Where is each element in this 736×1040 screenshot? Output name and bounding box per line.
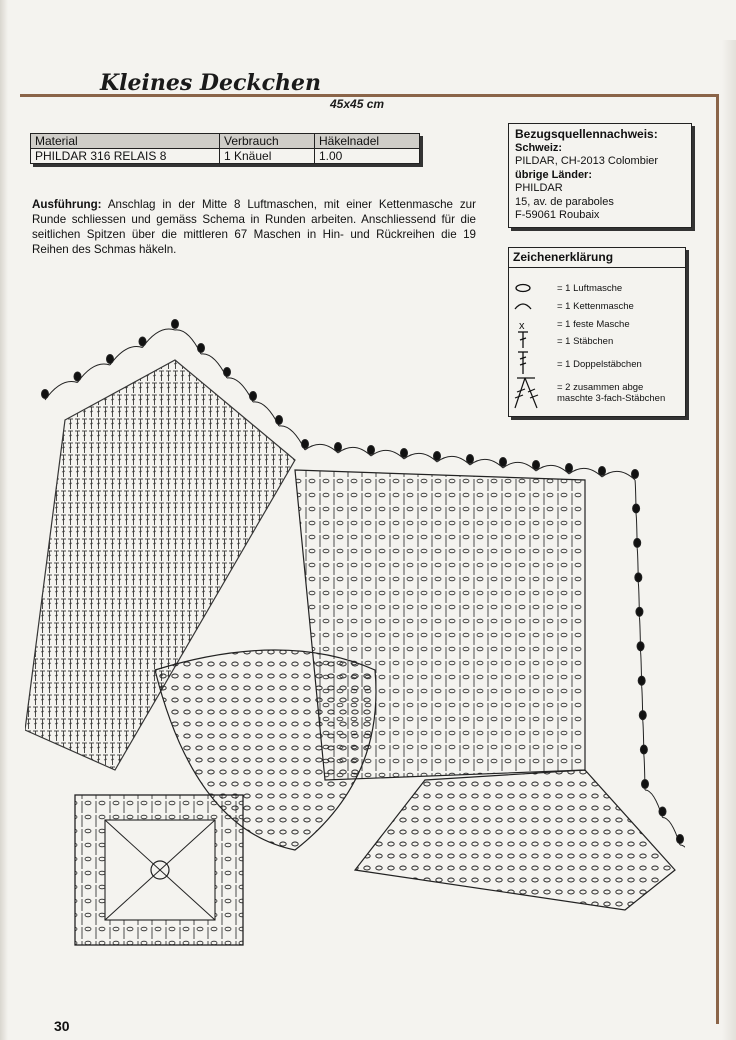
sources-other-label: übrige Länder: (515, 168, 593, 181)
materials-row (31, 149, 420, 164)
sources-box (508, 123, 692, 228)
picot-dot (639, 711, 646, 720)
picot-dot (638, 676, 645, 685)
picot-dot (302, 440, 309, 449)
scallop-arc (175, 330, 201, 354)
instructions-label: Ausführung: (32, 198, 102, 211)
picot-dot (434, 452, 441, 461)
picot-dot (250, 392, 257, 401)
scallop-arc (437, 456, 470, 465)
slip-stitch-arc-icon (515, 304, 531, 309)
scan-shadow-left (0, 0, 8, 1040)
picot-dot (198, 344, 205, 353)
scallop-arc (680, 845, 685, 873)
legend-item: = 2 zusammen abge maschte 3-fach-Stäbchen (557, 382, 666, 404)
picot-dot (335, 443, 342, 452)
legend-item: = 1 Luftmasche (557, 283, 623, 294)
picot-dot (74, 372, 81, 381)
scallop-arc (338, 447, 371, 456)
header-material: Material (31, 134, 220, 149)
picot-dot (599, 467, 606, 476)
materials-table (30, 133, 420, 164)
sources-switzerland-label: Schweiz: (515, 141, 563, 154)
scallop-arc (227, 378, 253, 402)
legend-item: = 1 Stäbchen (557, 336, 614, 347)
header-hook: Häkelnadel (315, 134, 420, 149)
header-consumption: Verbrauch (220, 134, 315, 149)
sources-switzerland-text: PILDAR, CH-2013 Colombier (515, 155, 659, 167)
picot-dot (500, 458, 507, 467)
crochet-chart-diagram (25, 310, 685, 970)
picot-dot (533, 461, 540, 470)
scallop-arc (536, 465, 569, 474)
size-label: 45x45 cm (330, 97, 385, 111)
picot-dot (42, 390, 49, 399)
picot-dot (634, 538, 641, 547)
picot-dot (636, 607, 643, 616)
sources-other-line: 15, av. de paraboles (515, 195, 614, 208)
picot-dot (368, 446, 375, 455)
chart-point-right (355, 770, 675, 910)
picot-dot (172, 320, 179, 329)
scallop-arc (279, 426, 305, 450)
side-rule (716, 94, 719, 1024)
picot-dot (677, 835, 684, 844)
scallop-arc (110, 347, 143, 365)
picot-dot (642, 780, 649, 789)
scallop-arc (253, 402, 279, 426)
picot-dot (139, 337, 146, 346)
legend-heading: Zeichenerklärung (513, 250, 614, 264)
sources-other-line: F-59061 Roubaix (515, 209, 600, 221)
chain-stitch-oval-icon (516, 285, 530, 292)
cell-hook: 1.00 (315, 149, 420, 164)
legend-item: = 1 Kettenmasche (557, 301, 634, 312)
picot-dot (632, 470, 639, 479)
picot-dot (276, 416, 283, 425)
legend-item: = 1 feste Masche (557, 319, 630, 330)
scallop-arc (201, 354, 227, 378)
page-number: 30 (54, 1018, 70, 1034)
scallop-arc (305, 444, 338, 453)
picot-dot (401, 449, 408, 458)
scallop-arc (602, 471, 635, 480)
scallop-arc (371, 450, 404, 459)
sources-other-line: PHILDAR (515, 182, 563, 194)
picot-dot (224, 368, 231, 377)
scallop-arc (78, 364, 111, 382)
instructions (32, 197, 476, 257)
scallop-arc (45, 382, 78, 400)
picot-dot (107, 355, 114, 364)
picot-dot (640, 745, 647, 754)
scan-shadow-right (722, 40, 736, 1040)
picot-dot (637, 642, 644, 651)
instructions-text: Anschlag in der Mitte 8 Luftmaschen, mit einer Kettenmasche zur Runde schliessen und gemäss Schema in Runden arbeiten. Anschliessend für die seitlichen Spitzen über die mittleren 67 Maschen in Hin- und Rückreihen die 19 Reihen des Schmas häkeln. (32, 198, 476, 256)
page-title: Kleines Deckchen (100, 70, 321, 96)
cell-consumption: 1 Knäuel (220, 149, 315, 164)
picot-dot (467, 455, 474, 464)
picot-dot (659, 807, 666, 816)
cell-material: PHILDAR 316 RELAIS 8 (31, 149, 220, 164)
picot-dot (633, 504, 640, 513)
scallop-arc (404, 453, 437, 462)
legend-item: = 1 Doppelstäbchen (557, 359, 642, 370)
picot-dot (566, 464, 573, 473)
scallop-arc (569, 468, 602, 477)
scallop-arc (143, 329, 176, 347)
picot-dot (635, 573, 642, 582)
scallop-arc (470, 459, 503, 468)
materials-header-row (31, 134, 420, 149)
scallop-arc (503, 462, 536, 471)
sources-heading: Bezugsquellennachweis: (515, 127, 658, 141)
chart-square-motif (75, 795, 243, 945)
single-crochet-x-icon: x (519, 320, 525, 332)
